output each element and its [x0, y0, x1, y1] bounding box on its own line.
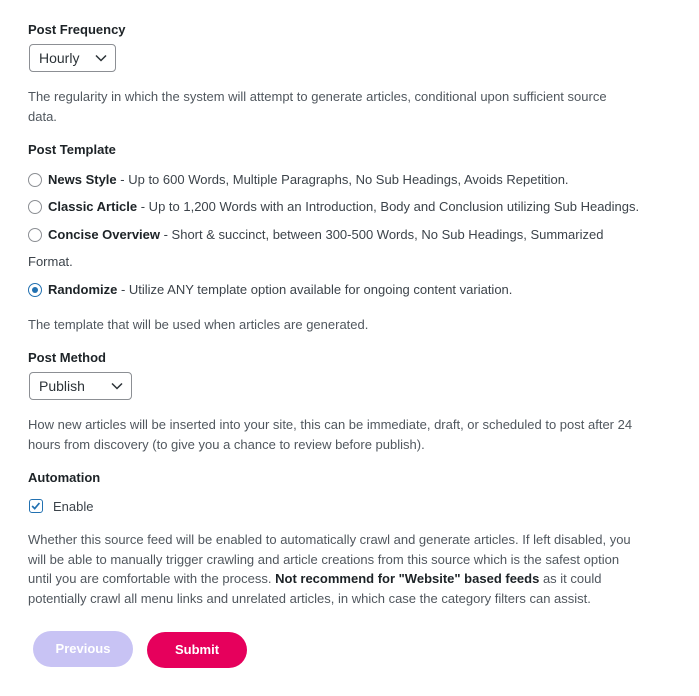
post-method-select[interactable] — [29, 372, 132, 400]
template-option-concise-overview-cont: Format. — [28, 254, 73, 269]
radio-news-style[interactable] — [28, 173, 42, 187]
template-option-classic-article[interactable]: Classic Article - Up to 1,200 Words with an Introduction, Body and Conclusion utilizing Sub Headings. — [28, 193, 639, 220]
chevron-down-icon — [95, 53, 107, 63]
template-option-concise-overview[interactable]: Concise Overview - Short & succinct, between 300-500 Words, No Sub Headings, Summarized — [28, 221, 603, 248]
radio-randomize[interactable] — [28, 283, 42, 297]
chevron-down-icon — [111, 381, 123, 391]
post-frequency-description: The regularity in which the system will attempt to generate articles, conditional upon sufficient source data. — [28, 89, 607, 124]
radio-concise-overview[interactable] — [28, 228, 42, 242]
radio-classic-article[interactable] — [28, 200, 42, 214]
submit-button[interactable]: Submit — [147, 632, 247, 668]
post-frequency-select[interactable] — [29, 44, 116, 72]
checkmark-icon — [30, 500, 42, 512]
automation-description: Whether this source feed will be enabled to automatically crawl and generate articles. If left disabled, you will be able to manually trigger crawling and article creations from this source which is the safest option until you are comfortable with the process. Not recommend for "Website" based feeds as it could potentially crawl all menu links and unrelated articles, in which case the category filters can assist. — [28, 532, 631, 606]
post-template-description: The template that will be used when articles are generated. — [28, 317, 369, 332]
template-option-randomize[interactable]: Randomize - Utilize ANY template option available for ongoing content variation. — [28, 276, 512, 303]
post-method-label: Post Method — [28, 350, 106, 365]
post-template-label: Post Template — [28, 142, 116, 157]
previous-button[interactable]: Previous — [33, 631, 133, 667]
automation-label: Automation — [28, 470, 101, 485]
post-frequency-label: Post Frequency — [28, 22, 126, 37]
automation-enable-label[interactable]: Enable — [53, 499, 94, 514]
post-frequency-value: Hourly — [39, 50, 80, 66]
template-option-news-style[interactable]: News Style - Up to 600 Words, Multiple Paragraphs, No Sub Headings, Avoids Repetition. — [28, 166, 569, 193]
post-method-description: How new articles will be inserted into your site, this can be immediate, draft, or scheduled to post after 24 hours from discovery (to give you a chance to review before publish). — [28, 417, 633, 452]
automation-enable-checkbox[interactable] — [29, 499, 43, 513]
post-method-value: Publish — [39, 378, 85, 394]
